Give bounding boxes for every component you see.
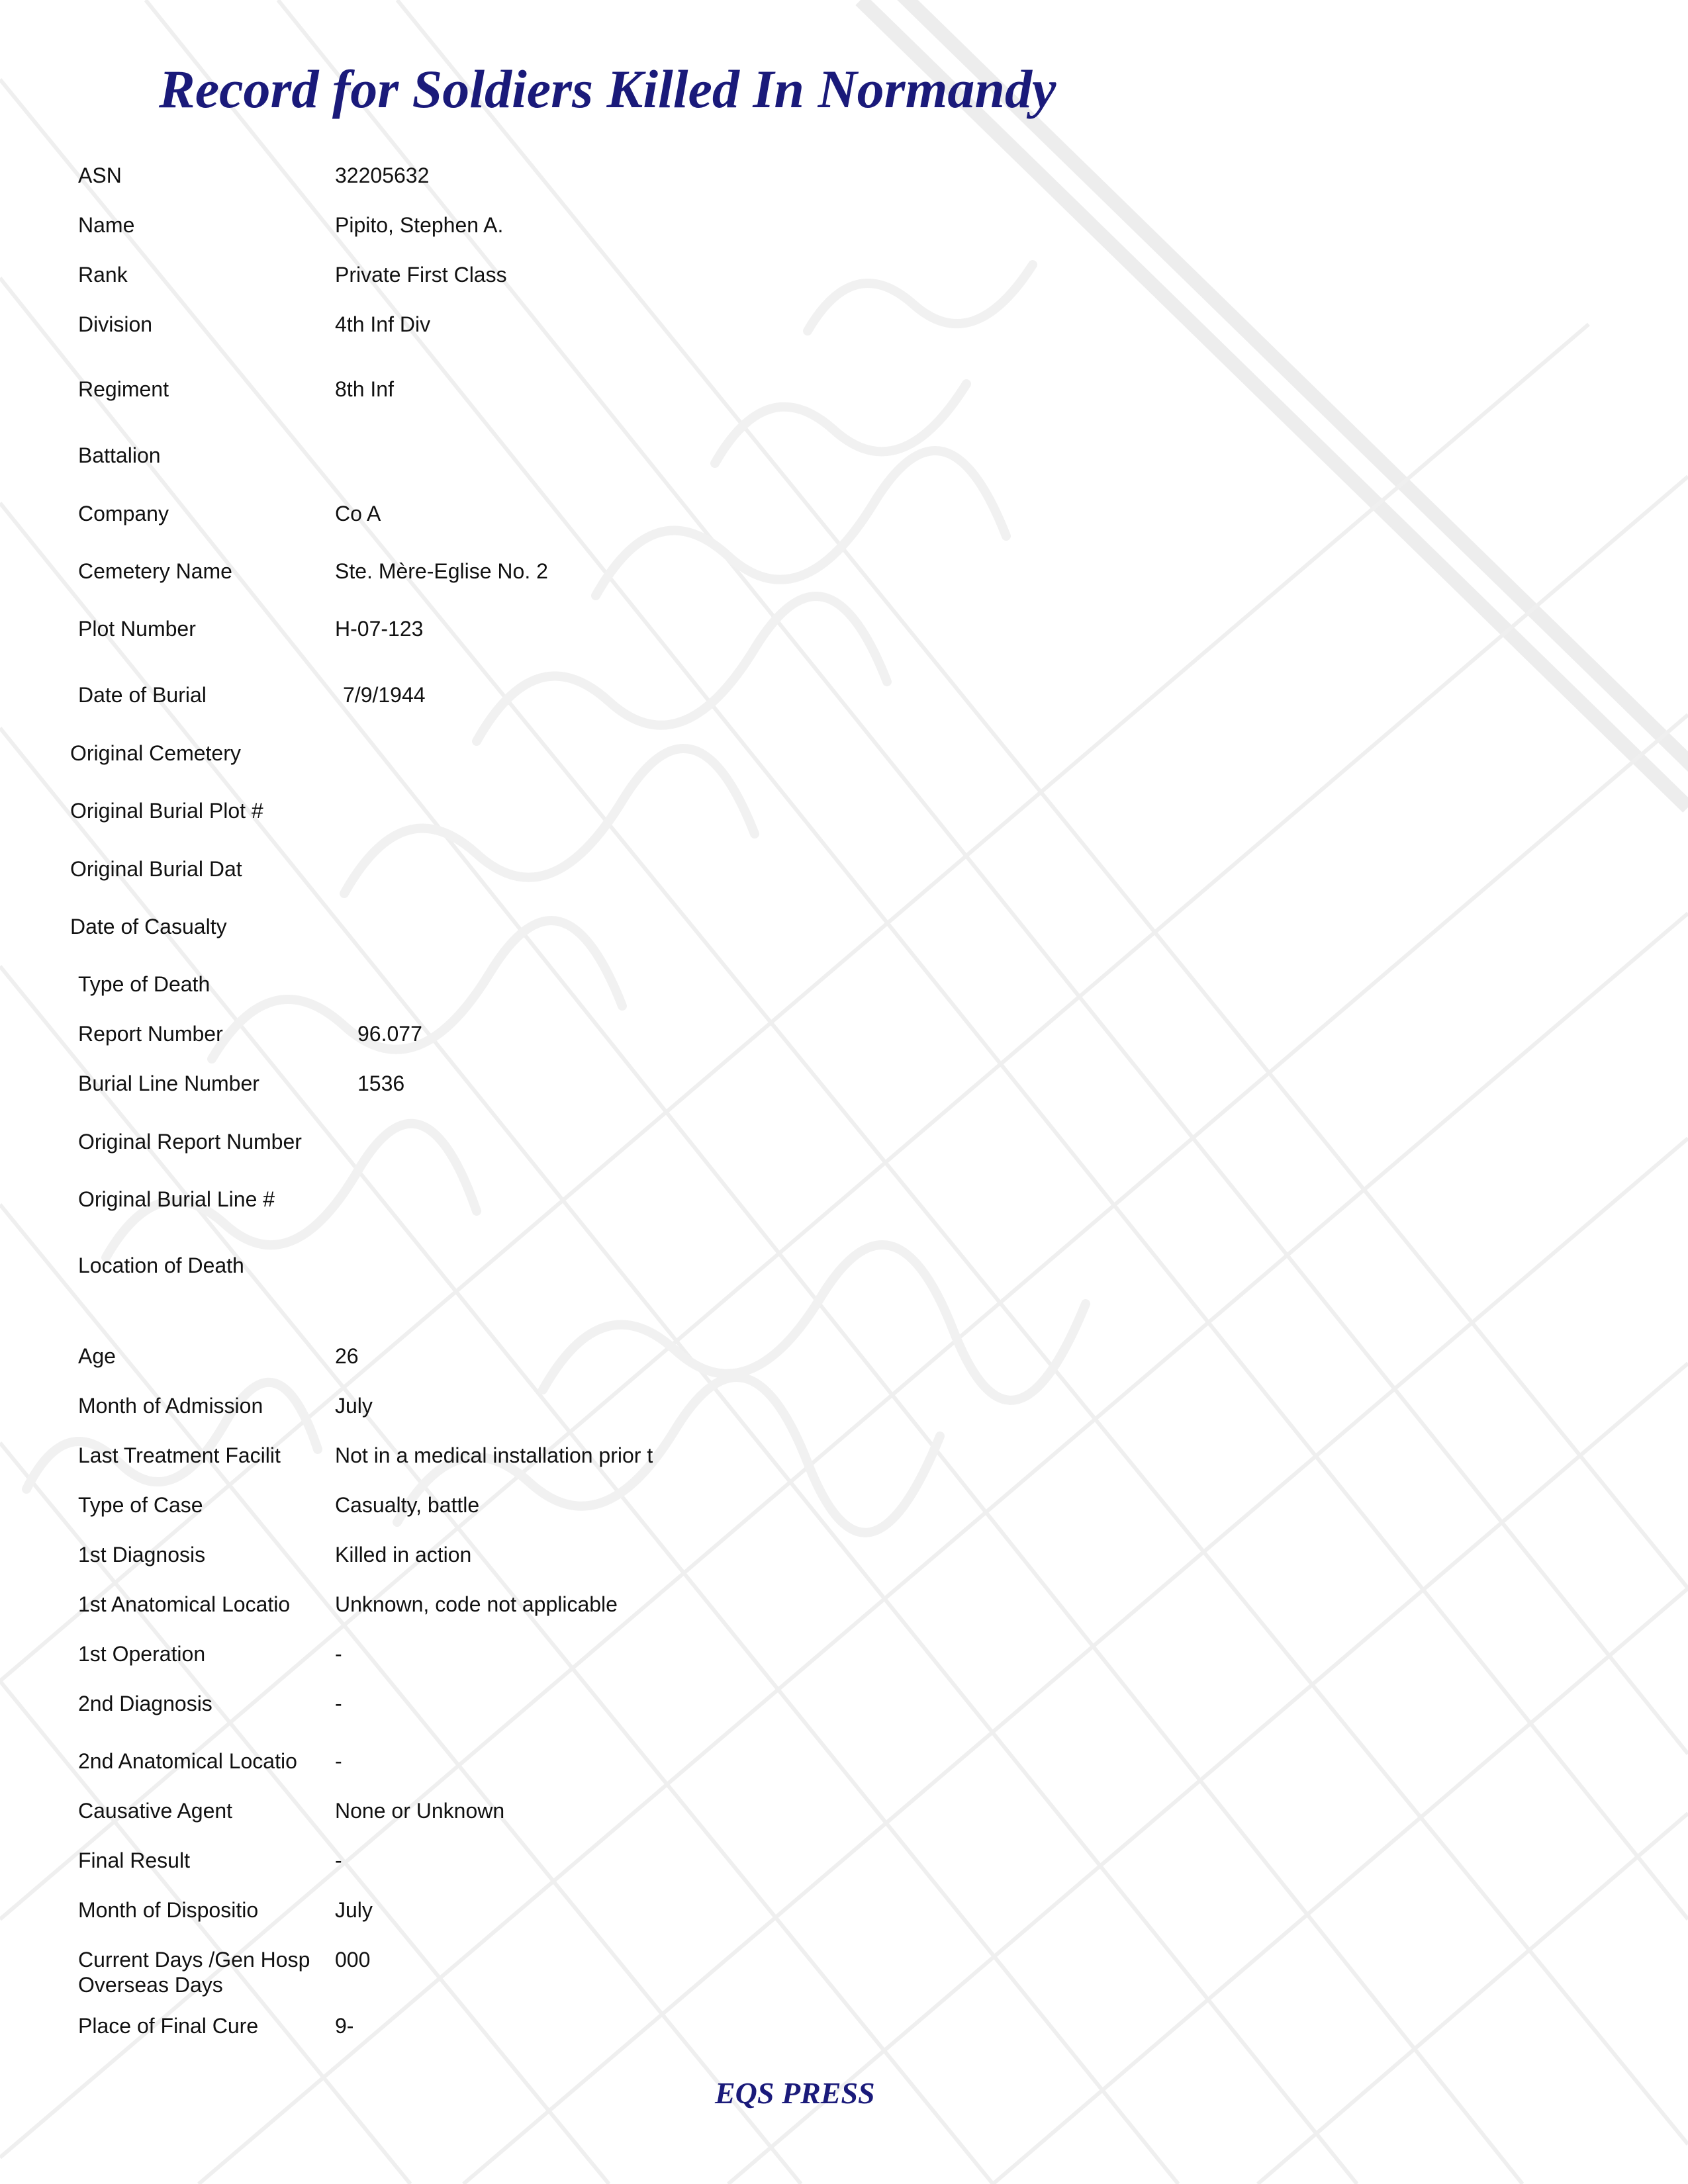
report-number-label: Report Number — [78, 1022, 223, 1046]
place-of-final-cure-label: Place of Final Cure — [78, 2014, 259, 2038]
date-of-burial-value: 7/9/1944 — [343, 683, 426, 707]
month-of-admission-value: July — [335, 1394, 373, 1418]
month-of-disposition-value: July — [335, 1898, 373, 1922]
final-result-label: Final Result — [78, 1848, 190, 1872]
overseas-days-label: Overseas Days — [78, 1973, 223, 1997]
type-of-case-label: Type of Case — [78, 1493, 203, 1517]
page-title: Record for Soldiers Killed In Normandy — [159, 59, 1056, 119]
burial-line-number-label: Burial Line Number — [78, 1071, 259, 1095]
rank-value: Private First Class — [335, 263, 507, 287]
month-of-disposition-label: Month of Dispositio — [78, 1898, 259, 1922]
first-diagnosis-label: 1st Diagnosis — [78, 1543, 206, 1567]
type-of-death-label: Type of Death — [78, 972, 211, 996]
asn-label: ASN — [78, 163, 122, 187]
month-of-admission-label: Month of Admission — [78, 1394, 263, 1418]
age-label: Age — [78, 1344, 116, 1368]
original-burial-line-label: Original Burial Line # — [78, 1187, 275, 1211]
regiment-label: Regiment — [78, 377, 169, 401]
second-anatomical-location-value: - — [335, 1749, 342, 1773]
burial-line-number-value: 1536 — [357, 1071, 405, 1095]
name-value: Pipito, Stephen A. — [335, 213, 504, 237]
current-days-gen-hosp-value: 000 — [335, 1948, 371, 1972]
plot-number-value: H-07-123 — [335, 617, 424, 641]
regiment-value: 8th Inf — [335, 377, 394, 401]
second-diagnosis-label: 2nd Diagnosis — [78, 1692, 212, 1715]
division-value: 4th Inf Div — [335, 312, 431, 336]
first-operation-value: - — [335, 1642, 342, 1666]
place-of-final-cure-value: 9- — [335, 2014, 354, 2038]
cemetery-name-value: Ste. Mère-Eglise No. 2 — [335, 559, 548, 583]
causative-agent-label: Causative Agent — [78, 1799, 233, 1823]
cemetery-name-label: Cemetery Name — [78, 559, 232, 583]
second-anatomical-location-label: 2nd Anatomical Locatio — [78, 1749, 297, 1773]
company-label: Company — [78, 502, 169, 525]
first-operation-label: 1st Operation — [78, 1642, 206, 1666]
publisher-footer: EQS PRESS — [715, 2076, 875, 2110]
report-number-value: 96.077 — [357, 1022, 422, 1046]
second-diagnosis-value: - — [335, 1692, 342, 1715]
battalion-label: Battalion — [78, 443, 161, 467]
last-treatment-facility-label: Last Treatment Facilit — [78, 1443, 281, 1467]
last-treatment-facility-value: Not in a medical installation prior t — [335, 1443, 653, 1467]
original-report-number-label: Original Report Number — [78, 1130, 302, 1154]
name-label: Name — [78, 213, 135, 237]
plot-number-label: Plot Number — [78, 617, 196, 641]
location-of-death-label: Location of Death — [78, 1253, 244, 1277]
company-value: Co A — [335, 502, 381, 525]
first-anatomical-location-label: 1st Anatomical Locatio — [78, 1592, 291, 1616]
division-label: Division — [78, 312, 153, 336]
causative-agent-value: None or Unknown — [335, 1799, 505, 1823]
date-of-burial-label: Date of Burial — [78, 683, 207, 707]
original-cemetery-label: Original Cemetery — [70, 741, 241, 765]
age-value: 26 — [335, 1344, 359, 1368]
type-of-case-value: Casualty, battle — [335, 1493, 480, 1517]
asn-value: 32205632 — [335, 163, 430, 187]
original-burial-date-label: Original Burial Dat — [70, 857, 242, 881]
original-burial-plot-label: Original Burial Plot # — [70, 799, 263, 823]
first-diagnosis-value: Killed in action — [335, 1543, 472, 1567]
rank-label: Rank — [78, 263, 128, 287]
final-result-value: - — [335, 1848, 342, 1872]
first-anatomical-location-value: Unknown, code not applicable — [335, 1592, 618, 1616]
date-of-casualty-label: Date of Casualty — [70, 915, 227, 938]
current-days-gen-hosp-label: Current Days /Gen Hosp — [78, 1948, 310, 1972]
